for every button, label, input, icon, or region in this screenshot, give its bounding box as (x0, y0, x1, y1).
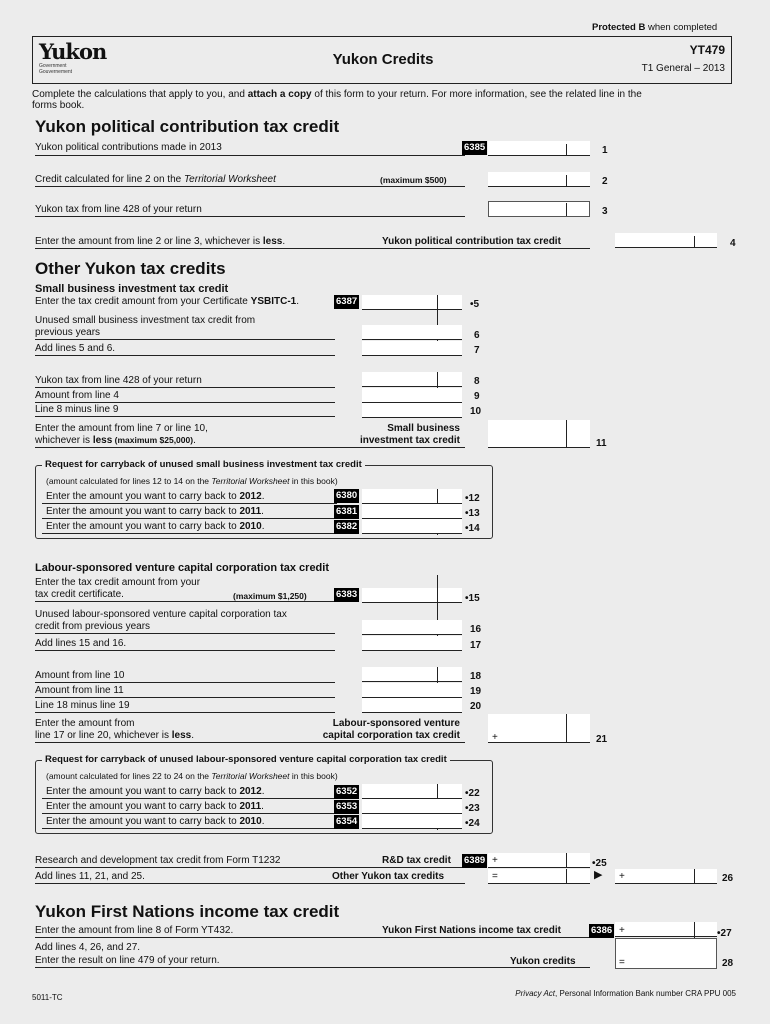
line15-max: (maximum $1,250) (233, 591, 307, 601)
line1-amount-input[interactable] (488, 141, 590, 156)
line13-number: •13 (465, 508, 480, 519)
line28-label2: Enter the result on line 479 of your return. (35, 955, 220, 966)
intro-text (32, 89, 642, 100)
line16-label2: credit from previous years (35, 621, 151, 632)
line26-cents-divider (694, 869, 695, 884)
line9-label: Amount from line 4 (35, 390, 119, 401)
line8-amount-input[interactable] (362, 372, 462, 387)
line13-label-a: Enter the amount you want to carry back to (46, 506, 240, 517)
sbi-note-a: (amount calculated for lines 12 to 14 on the (46, 476, 212, 486)
line11-cents-divider (566, 420, 567, 448)
lsvcc-note-a: (amount calculated for lines 22 to 24 on the (46, 771, 212, 781)
line9-amount-input[interactable] (362, 388, 462, 403)
line9-leader (35, 402, 335, 403)
line2-leader (35, 186, 465, 187)
line15-amount-input[interactable] (362, 588, 462, 603)
line26-sub-cents-divider (566, 869, 567, 884)
privacy-act: Privacy Act (515, 989, 556, 998)
line2-number: 2 (602, 176, 608, 187)
line3-number: 3 (602, 206, 608, 217)
line14-leader (42, 533, 337, 534)
line11-label2a: whichever is (35, 435, 93, 446)
line25-cents-divider (566, 853, 567, 868)
line18-amount-input[interactable] (362, 667, 462, 682)
intro-text-line2: forms book. (32, 100, 85, 111)
line6-amount-input[interactable] (362, 325, 462, 340)
line4-label-less: less (262, 236, 283, 247)
line24-number: •24 (465, 818, 480, 829)
line23-number: •23 (465, 803, 480, 814)
line21-number: 21 (596, 734, 608, 745)
line17-amount-input[interactable] (362, 636, 462, 651)
line13-amount-input[interactable] (362, 504, 462, 519)
line25-leader (35, 867, 465, 868)
code-6387: 6387 (336, 296, 358, 307)
code-6354: 6354 (336, 816, 358, 827)
line14-label: Enter the amount you want to carry back to 2010. (46, 521, 265, 532)
line2-amount-input[interactable] (488, 172, 590, 187)
code-6353: 6353 (336, 801, 358, 812)
logo-sub-gouvernement: Gouvernement (39, 69, 73, 75)
line23-label-a: Enter the amount you want to carry back to (46, 801, 240, 812)
line21-amount-input[interactable] (488, 714, 590, 743)
line20-number: 20 (470, 701, 482, 712)
yukon-logo-text: Yukon (39, 39, 107, 64)
line26-subtotal-input[interactable] (488, 869, 590, 884)
line6-leader (35, 339, 335, 340)
code-6383: 6383 (336, 589, 358, 600)
lsvcc-note-italic: Territorial Worksheet (211, 771, 290, 781)
lsvcc-note-b: in this book) (289, 771, 338, 781)
line11-label-max: (maximum $25,000) (112, 435, 194, 445)
line12-label: Enter the amount you want to carry back to 2012. (46, 491, 265, 502)
line4-cents-divider (694, 236, 695, 248)
when-completed-label: when completed (647, 22, 718, 33)
line27-amount-input[interactable] (615, 922, 717, 937)
line23-amount-input[interactable] (362, 799, 462, 814)
line25-label: Research and development tax credit from Form T1232 (35, 855, 281, 866)
line21-leader (35, 742, 465, 743)
line19-leader (35, 697, 335, 698)
line20-label: Line 18 minus line 19 (35, 700, 130, 711)
line18-leader (35, 682, 335, 683)
line11-amount-input[interactable] (488, 420, 590, 448)
line20-amount-input[interactable] (362, 698, 462, 713)
line24-amount-input[interactable] (362, 814, 462, 829)
line9-number: 9 (474, 391, 480, 402)
lsvcc-carryback-title: Request for carryback of unused labour-sponsored venture capital corporation tax credit (42, 754, 450, 765)
line13-leader (42, 518, 337, 519)
line21-op: + (492, 732, 498, 743)
line25-result-label: R&D tax credit (382, 855, 451, 866)
line7-amount-input[interactable] (362, 341, 462, 356)
line11-number: 11 (596, 438, 607, 449)
line19-label: Amount from line 11 (35, 685, 124, 696)
line19-amount-input[interactable] (362, 683, 462, 698)
line4-leader (35, 248, 590, 249)
line26-amount-input[interactable] (615, 869, 717, 884)
line26-op2: + (619, 871, 625, 882)
line6-label1: Unused small business investment tax credit from (35, 315, 256, 326)
sbi-note-italic: Territorial Worksheet (211, 476, 290, 486)
form-title: Yukon Credits (332, 51, 434, 68)
line3-amount-input[interactable] (488, 201, 590, 217)
line7-number: 7 (474, 345, 480, 356)
intro-part2: of this form to your return. For more information, see the related line in the (311, 89, 642, 100)
line11-result2: investment tax credit (359, 435, 460, 446)
line27-op: + (619, 925, 625, 936)
line12-number: •12 (465, 493, 480, 504)
line28-number: 28 (722, 958, 734, 969)
line26-op: = (492, 871, 498, 882)
form-subtitle: T1 General – 2013 (641, 63, 725, 74)
line10-number: 10 (470, 406, 482, 417)
line23-label: Enter the amount you want to carry back to 2011. (46, 801, 264, 812)
line25-amount-input[interactable] (488, 853, 590, 868)
line8-label: Yukon tax from line 428 of your return (35, 375, 202, 386)
line14-number: •14 (465, 523, 480, 534)
line16-number: 16 (470, 624, 482, 635)
line2-label-italic: Territorial Worksheet (183, 174, 276, 185)
line26-arrow-icon: ▶ (594, 869, 603, 881)
line21-label2c: . (191, 730, 194, 741)
line15-number: •15 (465, 593, 480, 604)
line24-label-a: Enter the amount you want to carry back to (46, 816, 240, 827)
intro-bold: attach a copy (247, 89, 312, 100)
line11-label-less: less (92, 435, 113, 446)
line16-leader (35, 633, 335, 634)
line3-cents-divider (566, 203, 567, 216)
code-6380: 6380 (336, 490, 358, 501)
line12-leader (42, 503, 337, 504)
line27-result-label: Yukon First Nations income tax credit (382, 925, 561, 936)
line22-label: Enter the amount you want to carry back to 2012. (46, 786, 265, 797)
line28-op: = (619, 957, 625, 968)
line17-label: Add lines 15 and 16. (35, 638, 127, 649)
line18-number: 18 (470, 671, 482, 682)
line26-leader (35, 883, 465, 884)
line28-leader (35, 967, 590, 968)
line1-leader (35, 155, 465, 156)
line21-cents-divider (566, 714, 567, 743)
line11-label2d: . (193, 435, 196, 446)
line28-amount-input[interactable] (615, 938, 717, 969)
line15-label2: tax credit certificate. (35, 589, 124, 600)
line18-label: Amount from line 10 (35, 670, 125, 681)
line22-year: 2012 (239, 786, 262, 797)
line11-label1: Enter the amount from line 7 or line 10, (35, 423, 208, 434)
code-6381: 6381 (336, 506, 358, 517)
sbi-heading: Small business investment tax credit (35, 283, 229, 295)
form-id: YT479 (689, 43, 725, 57)
line3-leader (35, 216, 465, 217)
line23-year: 2011 (239, 801, 262, 812)
line8-number: 8 (474, 376, 480, 387)
line21-label2a: line 17 or line 20, whichever is (35, 730, 172, 741)
line21-label-less: less (171, 730, 192, 741)
line15-leader (35, 601, 335, 602)
line5-label-c: . (296, 296, 299, 307)
code-6382: 6382 (336, 521, 358, 532)
line23-leader (42, 813, 337, 814)
line17-number: 17 (470, 640, 482, 651)
line2-cents-divider (566, 175, 567, 187)
other-heading: Other Yukon tax credits (35, 259, 226, 278)
line4-label (35, 236, 285, 247)
line6-label2: previous years (35, 327, 101, 338)
sbi-note-b: in this book) (289, 476, 338, 486)
line19-number: 19 (470, 686, 482, 697)
line10-amount-input[interactable] (362, 403, 462, 418)
code-6352: 6352 (336, 786, 358, 797)
line26-label: Add lines 11, 21, and 25. (35, 871, 145, 882)
line22-label-a: Enter the amount you want to carry back to (46, 786, 240, 797)
line13-label: Enter the amount you want to carry back to 2011. (46, 506, 264, 517)
form-header-box (32, 36, 732, 84)
line4-label-c: . (282, 236, 286, 247)
line21-label1: Enter the amount from (35, 718, 135, 729)
line5-number: •5 (470, 299, 480, 310)
line15-label1: Enter the tax credit amount from your (35, 577, 201, 588)
first-nations-heading: Yukon First Nations income tax credit (35, 902, 340, 921)
line14-amount-input[interactable] (362, 519, 462, 534)
protected-b-notice (592, 22, 717, 33)
line4-number: 4 (730, 238, 736, 249)
logo-sub-government: Government (39, 63, 67, 69)
lsvcc-heading: Labour-sponsored venture capital corporation tax credit (35, 562, 329, 574)
line12-label-a: Enter the amount you want to carry back to (46, 491, 240, 502)
line27-label: Enter the amount from line 8 of Form YT432. (35, 925, 234, 936)
line2-label (35, 174, 276, 185)
code-6385: 6385 (464, 142, 486, 153)
line12-year: 2012 (239, 491, 262, 502)
line25-op: + (492, 855, 498, 866)
line11-result1: Small business (387, 423, 460, 434)
line1-label: Yukon political contributions made in 2013 (35, 142, 222, 153)
line16-label1: Unused labour-sponsored venture capital corporation tax (35, 609, 287, 620)
line27-number: •27 (717, 928, 732, 939)
sbi-carryback-note (46, 476, 338, 487)
code-6386: 6386 (591, 925, 613, 936)
line6-number: 6 (474, 330, 480, 341)
line24-label: Enter the amount you want to carry back to 2010. (46, 816, 265, 827)
line24-leader (42, 828, 337, 829)
line4-label-a: Enter the amount from line 2 or line 3, whichever is (35, 236, 263, 247)
line10-leader (35, 416, 335, 417)
line28-label1: Add lines 4, 26, and 27. (35, 942, 141, 953)
line22-number: •22 (465, 788, 480, 799)
line26-number: 26 (722, 873, 734, 884)
line5-label (35, 296, 299, 307)
line24-year: 2010 (239, 816, 262, 827)
line8-leader (35, 387, 335, 388)
line4-amount-input[interactable] (615, 233, 717, 248)
line1-cents-divider (566, 144, 567, 156)
line28-result-label: Yukon credits (510, 956, 576, 967)
line25-number: •25 (592, 858, 607, 869)
line14-label-a: Enter the amount you want to carry back to (46, 521, 240, 532)
line22-leader (42, 798, 337, 799)
line21-result1: Labour-sponsored venture (332, 718, 460, 729)
line16-amount-input[interactable] (362, 620, 462, 635)
line5-label-a: Enter the tax credit amount from your Certificate (35, 296, 251, 307)
protected-label: Protected B (592, 22, 646, 33)
line20-leader (35, 712, 335, 713)
line12-amount-input[interactable] (362, 489, 462, 504)
line5-amount-input[interactable] (362, 295, 462, 310)
line3-label: Yukon tax from line 428 of your return (35, 204, 202, 215)
line27-leader (35, 937, 590, 938)
line1-number: 1 (602, 145, 608, 156)
line13-year: 2011 (239, 506, 262, 517)
line26-result-label: Other Yukon tax credits (332, 871, 445, 882)
line5-label-cert: YSBITC-1 (250, 296, 297, 307)
line7-leader (35, 355, 335, 356)
privacy-rest: , Personal Information Bank number CRA PPU 005 (555, 989, 736, 998)
code-6389: 6389 (464, 855, 486, 866)
intro-part1: Complete the calculations that apply to you, and (32, 89, 248, 100)
line17-leader (35, 650, 335, 651)
line2-label-a: Credit calculated for line 2 on the (35, 174, 184, 185)
line14-year: 2010 (239, 521, 262, 532)
line2-max: (maximum $500) (380, 175, 447, 185)
privacy-notice (0, 988, 736, 999)
form-code: 5011-TC (32, 993, 63, 1002)
line21-result2: capital corporation tax credit (322, 730, 460, 741)
line22-amount-input[interactable] (362, 784, 462, 799)
line11-leader (35, 447, 465, 448)
sbi-carryback-title: Request for carryback of unused small business investment tax credit (42, 459, 365, 470)
political-heading: Yukon political contribution tax credit (35, 117, 340, 136)
line10-label: Line 8 minus line 9 (35, 404, 119, 415)
line4-result-label: Yukon political contribution tax credit (382, 236, 561, 247)
line7-label: Add lines 5 and 6. (35, 343, 116, 354)
lsvcc-carryback-note (46, 771, 338, 782)
